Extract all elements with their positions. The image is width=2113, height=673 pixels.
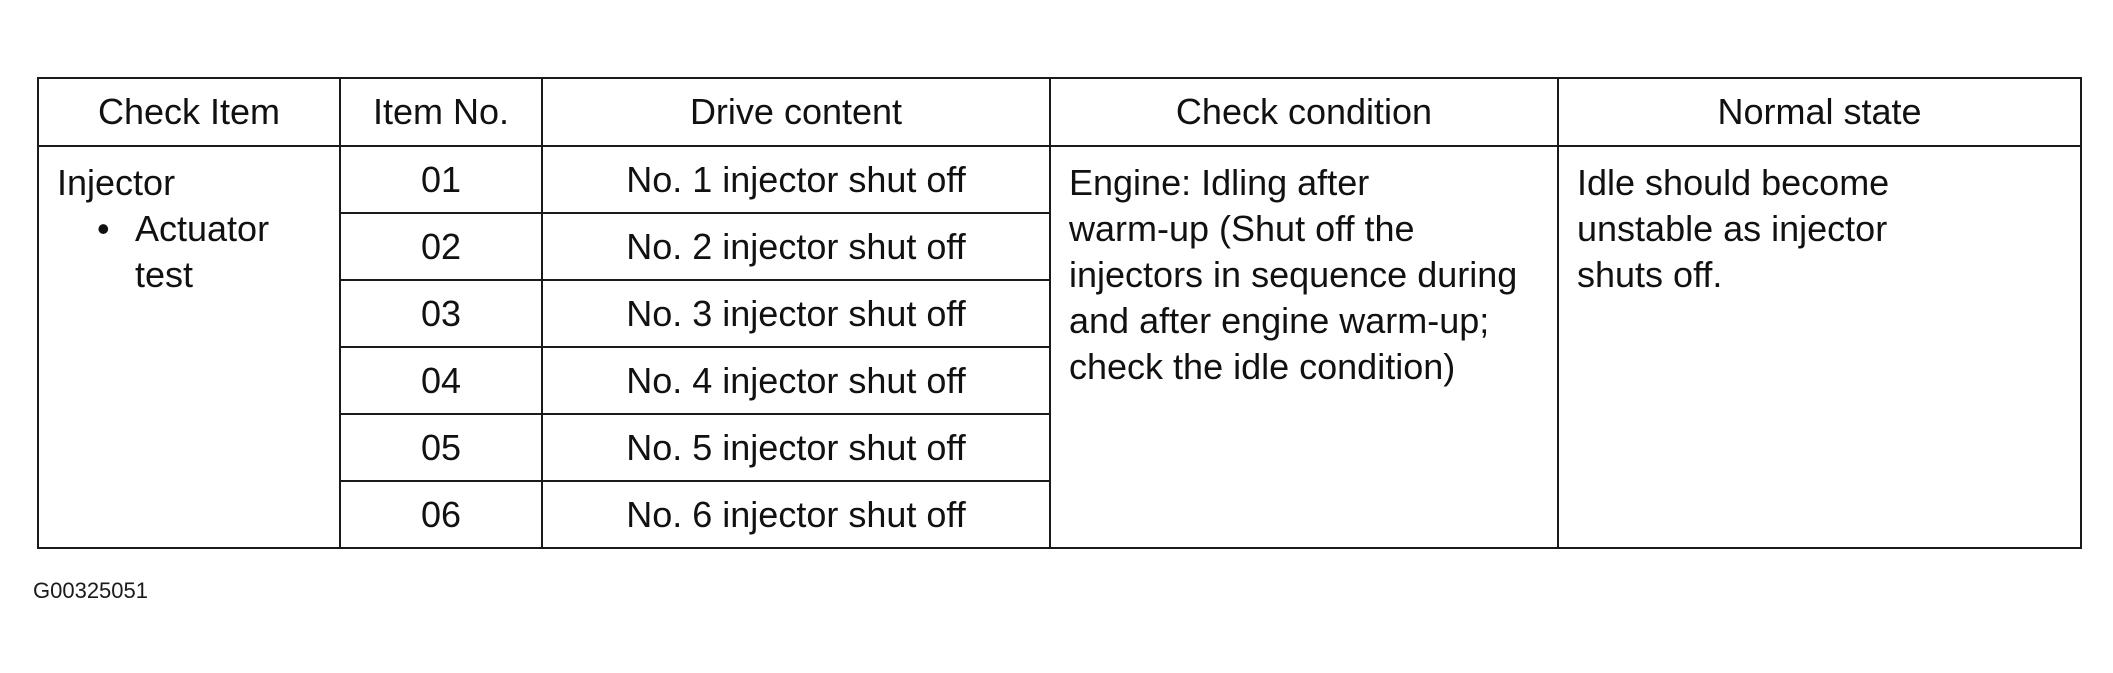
item-no-cell: 05 <box>340 414 542 481</box>
item-no-cell: 06 <box>340 481 542 548</box>
item-no-cell: 04 <box>340 347 542 414</box>
check-item-sub-line2: test <box>135 254 194 295</box>
bullet-icon: • <box>97 208 110 249</box>
drive-content-cell: No. 6 injector shut off <box>542 481 1050 548</box>
header-normal-state: Normal state <box>1558 78 2081 146</box>
item-no-cell: 03 <box>340 280 542 347</box>
check-condition-line: check the idle condition) <box>1069 346 1456 387</box>
check-item-name: Injector <box>57 162 176 203</box>
check-condition-line: Engine: Idling after <box>1069 162 1370 203</box>
header-check-condition: Check condition <box>1050 78 1558 146</box>
normal-state-line: Idle should become <box>1577 162 1890 203</box>
drive-content-cell: No. 5 injector shut off <box>542 414 1050 481</box>
check-item-cell <box>38 146 340 548</box>
item-no-cell: 01 <box>340 146 542 213</box>
check-item-sub-line1: Actuator <box>135 208 270 249</box>
normal-state-line: shuts off. <box>1577 254 1723 295</box>
check-item-bullet-line <box>57 206 321 252</box>
check-condition-line: warm-up (Shut off the <box>1069 208 1415 249</box>
check-condition-cell <box>1050 146 1558 548</box>
drive-content-cell: No. 4 injector shut off <box>542 347 1050 414</box>
drive-content-cell: No. 1 injector shut off <box>542 146 1050 213</box>
header-item-no: Item No. <box>340 78 542 146</box>
normal-state-line: unstable as injector <box>1577 208 1888 249</box>
check-condition-line: and after engine warm-up; <box>1069 300 1490 341</box>
drive-content-cell: No. 2 injector shut off <box>542 213 1050 280</box>
drive-content-cell: No. 3 injector shut off <box>542 280 1050 347</box>
table-row <box>38 146 2081 213</box>
header-check-item: Check Item <box>38 78 340 146</box>
actuator-test-table <box>37 77 2082 549</box>
figure-id: G00325051 <box>33 578 148 603</box>
item-no-cell: 02 <box>340 213 542 280</box>
header-drive-content: Drive content <box>542 78 1050 146</box>
header-row <box>38 78 2081 146</box>
check-condition-line: injectors in sequence during <box>1069 254 1518 295</box>
normal-state-cell <box>1558 146 2081 548</box>
